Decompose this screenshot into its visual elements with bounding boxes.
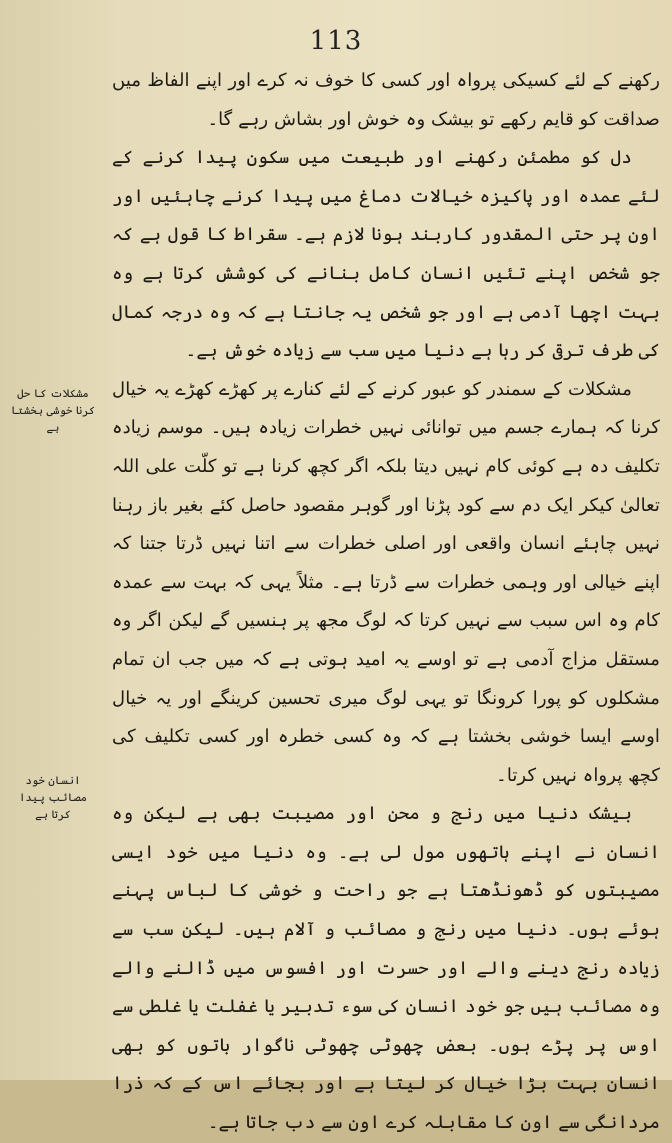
paragraph: دل کو مطمئن رکھنے اور طبیعت میں سکون پیدا کرنے کے لئے عمدہ اور پاکیزہ خیالات دماغ میں پیدا کرنے چاہئیں اور اون پر حتی المقدور کاربند ہونا لازم ہے۔ سقراط کا قول ہے کہ جو شخص اپنے تئیں انسان کامل بنانے کی کوشش کرتا ہے وہ بہت اچھا آدمی ہے اور جو شخص یہ جانتا ہے کہ وہ درجہ کمال کی طرف ترقی کر رہا ہے دنیا میں سب سے زیادہ خوش ہے۔ (112, 147, 660, 362)
paragraph: رکھنے کے لئے کسیکی پرواہ اور کسی کا خوف نہ کرے اور اپنے الفاظ میں صداقت کو قایم رکھے تو بیشک وہ خوش اور بشاش رہے گا۔ (112, 70, 660, 130)
page-body (112, 62, 660, 1143)
page-number: 113 (309, 26, 363, 56)
paragraph: مشکلات کے سمندر کو عبور کرنے کے لئے کنارے پر کھڑے کھڑے یہ خیال کرنا کہ ہمارے جسم میں توانائی نہیں خطرات زیادہ ہیں۔ موسم زیادہ تکلیف دہ ہے کوئی کام نہیں دیتا بلکہ اگر کچھ کرنا ہے تو کلّت علی اللہ تعالیٰ کیکر ایک دم سے کود پڑنا اور گوہر مقصود حاصل کئے بغیر باز رہنا نہیں چاہئے انسان واقعی اور اصلی خطرات سے اتنا نہیں ڈرتا جتنا کہ اپنے خیالی اور وہمی خطرات سے ڈرتا ہے۔ مثلاً یہی کہ بہت سے عمدہ کام وہ اس سبب سے نہیں کرتا کہ لوگ مجھ پر ہنسیں گے لیکن اگر وہ مستقل مزاج آدمی ہے تو اوسے یہ امید ہوتی ہے کہ میں جب ان تمام مشکلوں کو پورا کرونگا تو یہی لوگ میری تحسین کرینگے اور یہ خیال اوسے ایسا خوشی بخشتا ہے کہ وہ کسی خطرہ اور کسی تکلیف کی کچھ پرواہ نہیں کرتا۔ (112, 378, 660, 786)
margin-note: انسان خود مصائب پیدا کرتا ہے (19, 774, 87, 821)
paragraph: بیشک دنیا میں رنج و محن اور مصیبت بھی ہے لیکن وہ انسان نے اپنے ہاتھوں مول لی ہے۔ وہ دنیا میں خود ایسی مصیبتوں کو ڈھونڈھتا ہے جو راحت و خوشی کا لباس پہنے ہوئے ہوں۔ دنیا میں رنج و مصائب و آلام ہیں۔ لیکن سب سے زیادہ رنج دینے والے اور حسرت اور افسوس میں ڈالنے والے وہ مصائب ہیں جو خود انسان کی سوء تدبیر یا غفلت یا غلطی سے اوس پر پڑے ہوں۔ بعض چھوٹی چھوٹی ناگوار باتوں کو بھی انسان بہت بڑا خیال کر لیتا ہے اور بجائے اس کے کہ ذرا مردانگی سے اون کا مقابلہ کرے اون سے دب جاتا ہے۔ (112, 803, 660, 1134)
margin-note: مشکلات کا حل کرنا خوشی بخشتا ہے (10, 387, 96, 434)
